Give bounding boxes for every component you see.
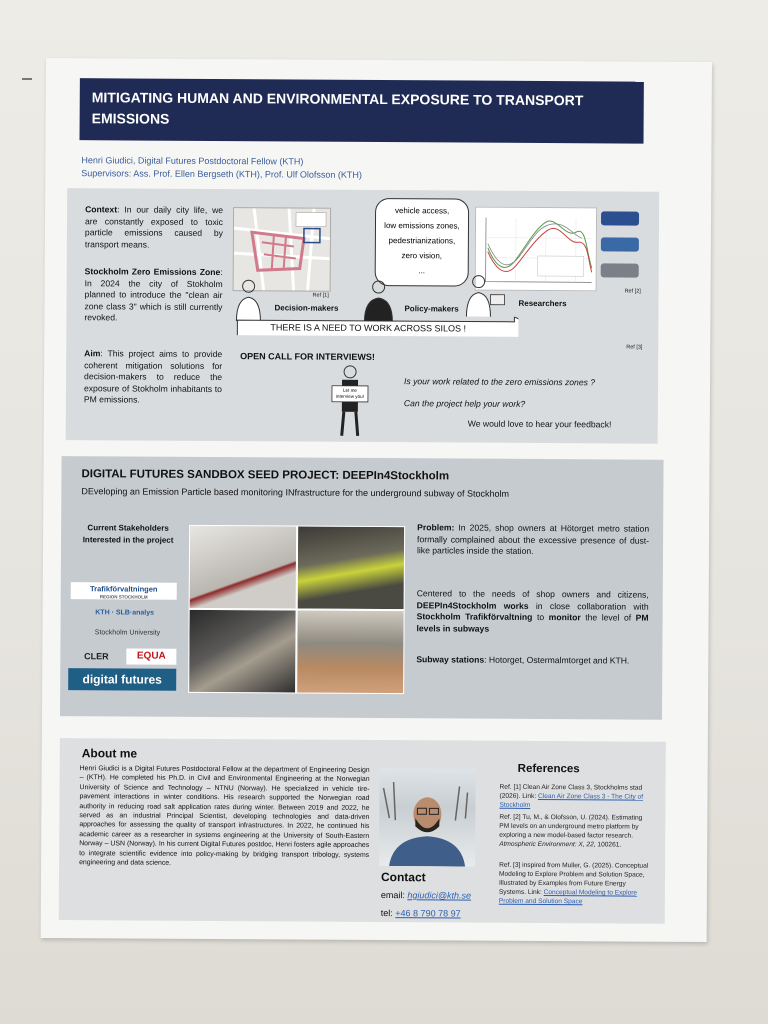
context-paragraph xyxy=(85,204,223,251)
train-icon xyxy=(601,211,639,225)
aim-label: Aim xyxy=(84,348,101,359)
ref2-label: Ref [2] xyxy=(624,288,641,295)
ref-text: Ref. [1] Clean Air Zone Class 3, Stockholms stad (2026). Link: xyxy=(499,783,643,800)
feedback-text: We would love to hear your feedback! xyxy=(467,418,612,430)
sandbox-subheading: DEveloping an Emission Particle based monitoring INfrastructure for the underground subway of Stockholm xyxy=(81,486,510,499)
slb-kth-logo: KTH · SLB·analys xyxy=(95,609,155,617)
silos-text: THERE IS A NEED TO WORK ACROSS SILOS ! xyxy=(270,322,467,334)
ref3-label: Ref [3] xyxy=(626,344,643,351)
speech-bubble xyxy=(375,198,470,287)
supervisors-line: Supervisors: Ass. Prof. Ellen Bergseth (KTH), Prof. Ulf Olofsson (KTH) xyxy=(81,168,362,180)
stations-text: : Hotorget, Ostermalmtorget and KTH. xyxy=(484,654,630,666)
trafikforvaltningen-logo xyxy=(71,582,177,600)
train-icon xyxy=(601,263,639,277)
stockholm-university-logo: Stockholm University xyxy=(94,629,161,637)
ref-text: Ref. [3] inspired from Muller, G. (2025). Conceptual Modeling to Explore Problem and Solution Space, Illustrated by Examples from Future Energy Systems. Link: xyxy=(498,861,649,897)
collaboration-paragraph xyxy=(416,588,648,636)
poster xyxy=(41,58,712,942)
logo-text: REGION STOCKHOLM xyxy=(99,594,148,600)
zone-text: : In 2024 the city of Stokholm planned to introduce the "clean air zone class 3" which is still currently revoked. xyxy=(84,267,223,323)
bubble-line: vehicle access, xyxy=(394,206,450,216)
train-icon xyxy=(601,237,639,251)
context-text: : In our daily city life, we are constantly exposed to toxic particle emissions caused by transport means. xyxy=(84,204,224,250)
bubble-line: zero vision, xyxy=(401,251,443,261)
decision-makers-label: Decision-makers xyxy=(274,303,339,313)
researchers-label: Researchers xyxy=(518,298,567,309)
wall-mark xyxy=(22,78,32,80)
email-label: email: xyxy=(380,890,408,901)
logo-text: Trafikförvaltningen xyxy=(89,584,158,594)
tel-link[interactable]: +46 8 790 78 97 xyxy=(395,908,461,919)
collab-bold: DEEPIn4Stockholm works xyxy=(416,599,529,611)
collab-bold: PM levels in subways xyxy=(416,612,649,634)
about-heading: About me xyxy=(81,746,138,761)
email-link[interactable]: hgiudici@kth.se xyxy=(407,890,472,901)
ref1-link[interactable]: Clean Air Zone Class 3 - The City of Stockholm xyxy=(499,792,644,809)
problem-paragraph xyxy=(417,522,649,558)
cler-logo: CLER xyxy=(84,651,109,662)
ref-text: Ref. [2] Tu, M., & Olofsson, U. (2024). Estimating PM levels on an underground metro platform by exploring a new model-based factor research. xyxy=(499,813,643,840)
email-row xyxy=(381,890,471,901)
ref1-label: Ref [1] xyxy=(312,292,329,299)
zone-label: Stockholm Zero Emissions Zone xyxy=(84,266,221,278)
question-1: Is your work related to the zero emissions zones ? xyxy=(404,376,596,388)
context-label: Context xyxy=(85,204,118,215)
researcher-figure xyxy=(464,273,508,319)
collab-text: Centered to the needs of shop owners and citizens, xyxy=(416,588,649,600)
about-bio: Henri Giudici is a Digital Futures Postdoctoral Fellow at the department of Engineering Design – (KTH). He completed his Ph.D. in Civil and Environmental Engineering at the Norwegian University of Science and Technology – NTNU (Norway). He specialized in vehicle tire-pavement interactions in winter conditions. His research supported the Norwegian road authority in reducing road salt application rates during winter. Between 2019 and 2022, he served as an industrial Principal Scientist, developing technologies and data-driven approaches for assessing the quality of transport infrastructures. In 2022, he continued his academic career as a researcher in systems engineering at the University of South-Eastern Norway – USN (Norway). In his current Digital Futures postdoc, Henri fosters agile approaches to integrate scientific evidence into policy-making by bridging transport tribology, systems engineering and data science. xyxy=(79,765,370,867)
interview-sign-text: Let me interview you! xyxy=(335,387,365,399)
sandbox-heading: DIGITAL FUTURES SANDBOX SEED PROJECT: DEEPIn4Stockholm xyxy=(81,468,450,483)
portrait-svg xyxy=(379,768,476,867)
bubble-line: low emissions zones, xyxy=(384,221,460,231)
photo-metro-platform xyxy=(296,610,405,695)
bubble-line: pedestrianizations, xyxy=(388,236,456,246)
author-line: Henri Giudici, Digital Futures Postdoctoral Fellow (KTH) xyxy=(81,155,304,167)
ref3-link[interactable]: Conceptual Modeling to Explore Problem and Solution Space xyxy=(498,889,638,906)
problem-label: Problem: xyxy=(417,522,455,533)
equa-logo: EQUA xyxy=(126,648,176,664)
logo-text: SLB·analys xyxy=(115,609,155,617)
poster-title: MITIGATING HUMAN AND ENVIRONMENTAL EXPOSURE TO TRANSPORT EMISSIONS xyxy=(80,78,644,143)
authors-block xyxy=(81,154,362,182)
reference-3 xyxy=(499,861,651,907)
tel-row xyxy=(381,908,461,918)
references-heading: References xyxy=(517,762,580,776)
stations-paragraph xyxy=(416,654,648,667)
collab-bold: Stockholm Trafikförvaltning xyxy=(416,611,533,623)
interviewer-figure xyxy=(330,364,370,438)
stations-label: Subway stations xyxy=(416,654,485,665)
photo-lab-equipment xyxy=(189,525,298,610)
contact-heading: Contact xyxy=(380,870,426,885)
problem-text: In 2025, shop owners at Hötorget metro station formally complained about the excessive presence of dust-like particles inside the station. xyxy=(416,522,650,557)
bubble-line: ... xyxy=(418,266,426,276)
open-call-text: OPEN CALL FOR INTERVIEWS! xyxy=(240,351,375,362)
ref-journal: Atmospheric Environment: X, 22, xyxy=(499,840,596,849)
ref-pages: 100261. xyxy=(595,841,622,849)
photo-station-entrance xyxy=(188,609,297,694)
photo-workers-vests xyxy=(297,526,406,611)
logo-text: KTH xyxy=(95,609,110,617)
stakeholders-title: Current Stakeholders Interested in the project xyxy=(82,523,174,545)
digital-futures-logo: digital futures xyxy=(68,668,176,691)
policy-makers-label: Policy-makers xyxy=(404,304,459,314)
question-2: Can the project help your work? xyxy=(403,398,526,409)
collab-text: the level of xyxy=(580,612,636,623)
reference-2 xyxy=(499,813,651,850)
collab-bold: monitor xyxy=(548,612,581,623)
reference-1 xyxy=(499,783,651,811)
collab-text: to xyxy=(532,612,549,623)
collab-text: in close collaboration with xyxy=(528,600,649,612)
portrait-photo xyxy=(379,768,476,867)
zone-paragraph xyxy=(84,266,222,325)
aim-text: : This project aims to provide coherent mitigation solutions for decision-makers to reduce the exposure of Stokholm inhabitants to PM emissions. xyxy=(83,348,223,405)
tel-label: tel: xyxy=(380,908,396,919)
aim-paragraph xyxy=(84,348,222,407)
